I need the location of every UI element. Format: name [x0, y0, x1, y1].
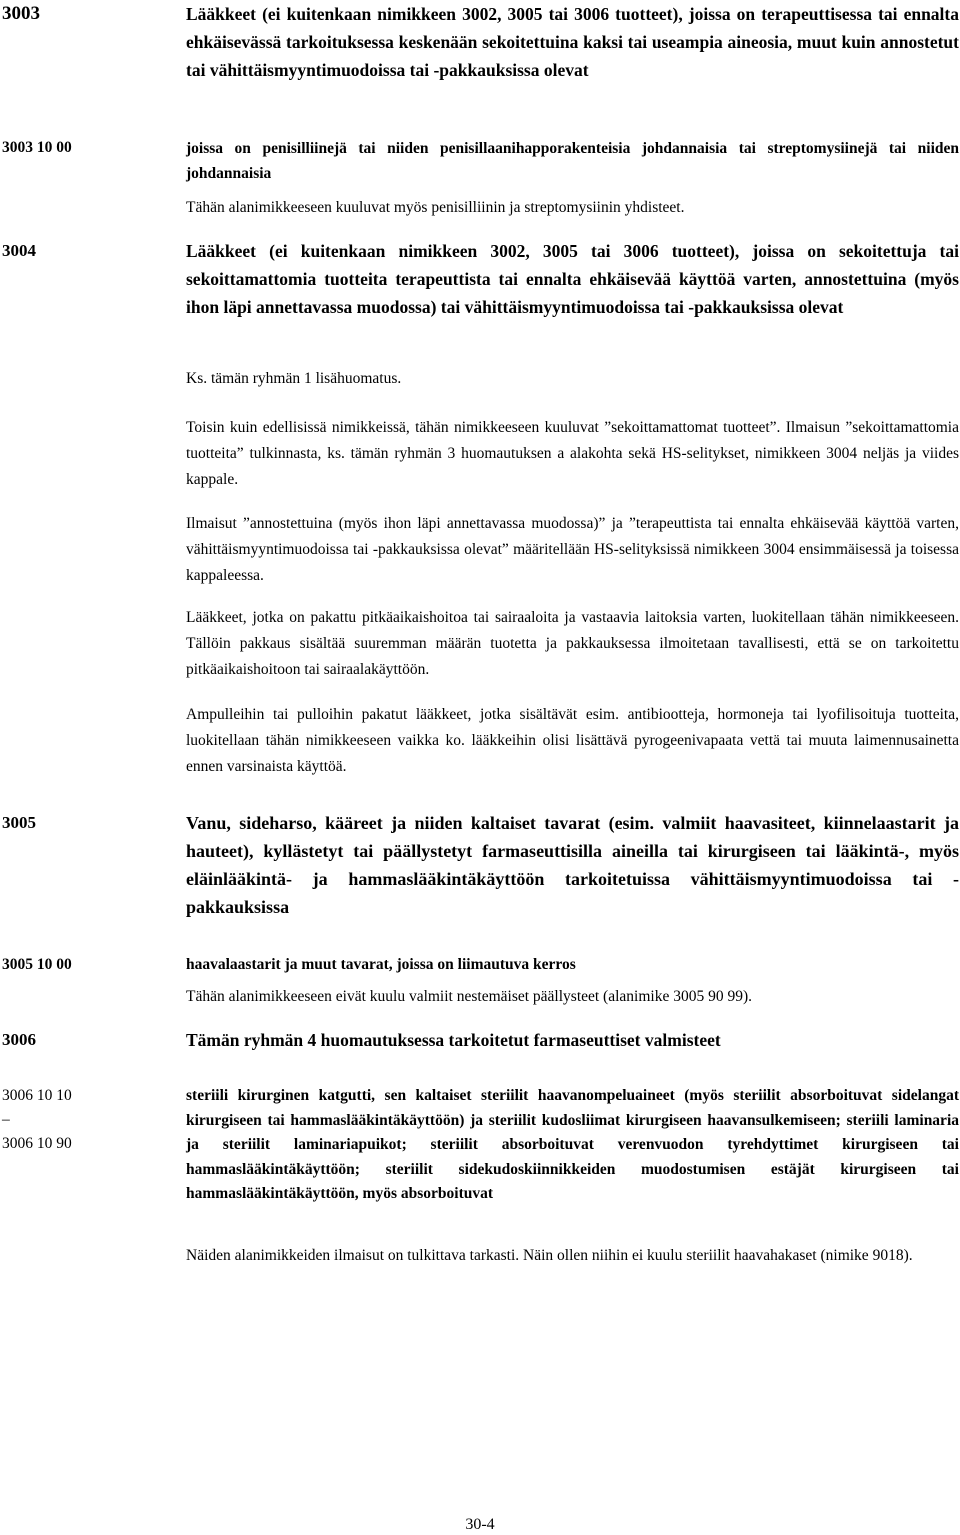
heading-text-3004: Lääkkeet (ei kuitenkaan nimikkeen 3002, 3005 tai 3006 tuotteet), joissa on sekoitettuja tai sekoittamattomia tuotteita terapeuttista tai ennalta ehkäisevää käyttöä varten, annostettuina (myös ihon läpi annettavassa muodossa) tai vähittäismyyntimuodoissa tai -pakkauksissa olevat — [186, 241, 959, 317]
code-3005-10-00: 3005 10 00 — [2, 956, 72, 973]
code-3006: 3006 — [2, 1030, 36, 1049]
note-3004-1: Ks. tämän ryhmän 1 lisähuomatus. — [186, 370, 402, 387]
note-3004-2: Toisin kuin edellisissä nimikkeissä, tähän nimikkeeseen kuuluvat ”sekoittamattomat tuotteet”. Ilmaisun ”sekoittamattomia tuotteita” tulkinnasta, ks. tämän ryhmän 3 huomautuksen a alakohta sekä HS-selitykset, nimikkeen 3004 neljäs ja viides kappale. — [186, 419, 959, 488]
code-range-3006 — [2, 1084, 72, 1156]
code-to: 3006 10 90 — [2, 1135, 72, 1152]
note-3004-5: Ampulleihin tai pulloihin pakatut lääkkeet, jotka sisältävät esim. antibiootteja, hormoneja tai lyofilisoituja tuotteita, luokitellaan tähän nimikkeeseen vaikka ko. lääkkeihin olisi lisättävä pyrogeenivapaata vettä tai muuta laimennusainetta ennen varsinaista käyttöä. — [186, 706, 959, 775]
heading-text-3005: Vanu, sideharso, kääreet ja niiden kaltaiset tavarat (esim. valmiit haavasiteet, kiinnelaastarit ja hauteet), kyllästetyt tai päällystetyt farmaseuttisilla aineilla tai kirurgiseen tai lääkintä-, myös eläinlääkintä- ja hammaslääkintäkäyttöön tarkoitetuissa vähittäismyyntimuodoissa tai -pakkauksissa — [186, 813, 959, 917]
note-3005-10-00: Tähän alanimikkeeseen eivät kuulu valmiit nestemäiset päällysteet (alanimike 3005 90 99). — [186, 988, 752, 1005]
note-3004-3: Ilmaisut ”annostettuina (myös ihon läpi annettavassa muodossa)” ja ”terapeuttista tai ennalta ehkäisevää käyttöä varten, vähittäismyyntimuodoissa tai -pakkauksissa olevat” määritellään HS-selityksissä nimikkeen 3004 ensimmäisessä ja toisessa kappaleessa. — [186, 515, 959, 584]
note-3006-10: Näiden alanimikkeiden ilmaisut on tulkittava tarkasti. Näin ollen niihin ei kuulu steriilit haavahakaset (nimike 9018). — [186, 1247, 913, 1264]
code-3003-10-00: 3003 10 00 — [2, 139, 72, 156]
subheading-text-3005-10-00: haavalaastarit ja muut tavarat, joissa on liimautuva kerros — [186, 956, 576, 973]
subheading-text-3006-10: steriili kirurginen katgutti, sen kaltaiset steriilit haavanompeluaineet (myös steriilit absorboituvat sidelangat kirurgiseen tai hammaslääkintäkäyttöön) ja steriilit kudosliimat kirurgiseen haavansulkemiseen; steriili laminaria ja steriilit laminariapuikot; steriilit absorboituvat verenvuodon tyrehdyttimet kirurgiseen tai hammaslääkintäkäyttöön; steriilit sidekudoskiinnikkeiden muodostumisen estäjät kirurgiseen tai hammaslääkintäkäyttöön, myös absorboituvat — [186, 1087, 959, 1203]
note-3003-10-00: Tähän alanimikkeeseen kuuluvat myös penisilliinin ja streptomysiinin yhdisteet. — [186, 199, 685, 216]
note-3004-4: Lääkkeet, jotka on pakattu pitkäaikaishoitoa tai sairaaloita ja vastaavia laitoksia varten, luokitellaan tähän nimikkeeseen. Tällöin pakkaus sisältää suuremman määrän tuotetta ja pakkauksessa ilmoitetaan tavallisesti, että se on tarkoitettu pitkäaikaishoitoon tai sairaalakäyttöön. — [186, 609, 959, 678]
code-3004: 3004 — [2, 241, 36, 260]
code-range-dash: – — [2, 1111, 10, 1128]
code-from: 3006 10 10 — [2, 1087, 72, 1104]
heading-text-3003: Lääkkeet (ei kuitenkaan nimikkeen 3002, 3005 tai 3006 tuotteet), joissa on terapeuttisessa tai ennalta ehkäisevässä tarkoituksessa keskenään sekoitettuina kaksi tai useampia aineosia, muut kuin annostetut tai vähittäismyyntimuodoissa tai -pakkauksissa olevat — [186, 4, 959, 80]
code-3005: 3005 — [2, 813, 36, 832]
subheading-text-3003-10-00: joissa on penisilliinejä tai niiden penisillaanihapporakenteisia johdannaisia tai streptomysiinejä tai niiden johdannaisia — [186, 140, 959, 182]
heading-text-3006: Tämän ryhmän 4 huomautuksessa tarkoitetut farmaseuttiset valmisteet — [186, 1030, 721, 1050]
code-3003: 3003 — [2, 3, 40, 24]
page-number: 30-4 — [465, 1516, 495, 1533]
